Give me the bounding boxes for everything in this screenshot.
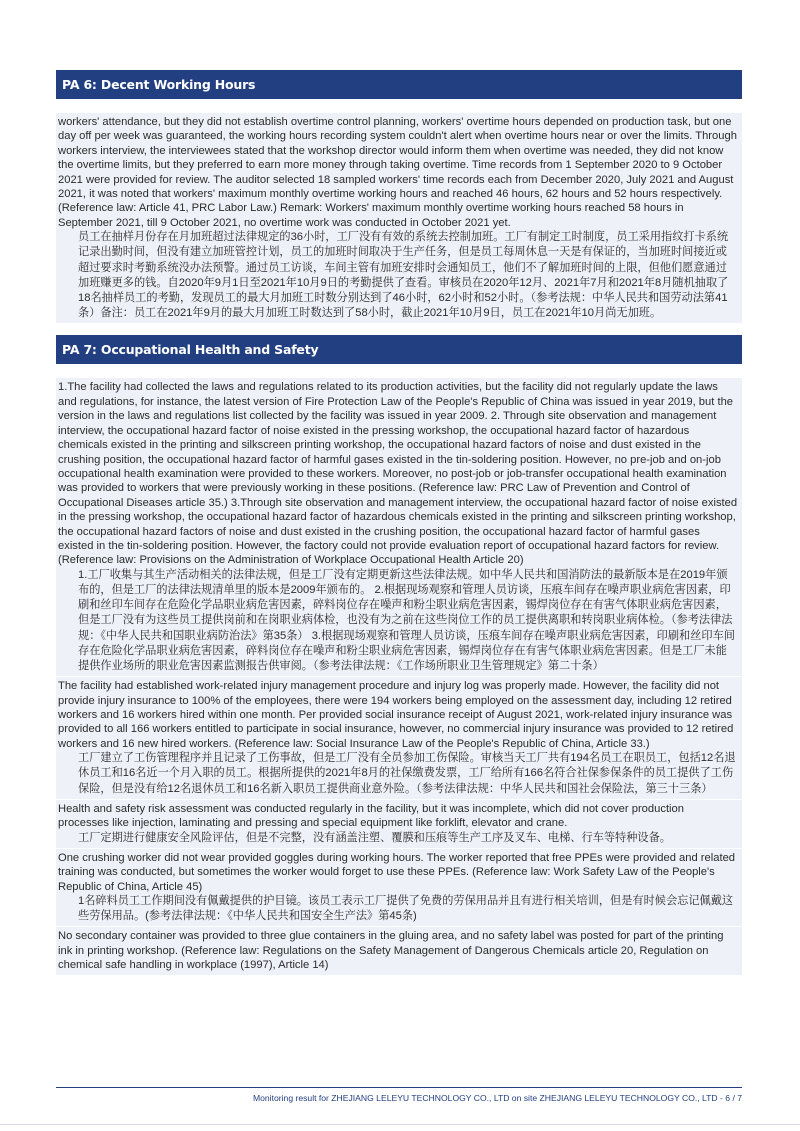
finding-text-en: One crushing worker did not wear provided goggles during working hours. The worker reported that free PPEs were provided and related training was conducted, but sometimes the worker would forget to use these PPEs. (Reference law: Work Safety Law of the People's Republic of China, Article 45): [58, 851, 736, 893]
finding-pa7-5: [56, 927, 742, 974]
finding-text-en: Health and safety risk assessment was conducted regularly in the facility, but it was incomplete, which did not cover production processes like injection, laminating and pressing and special equipment like forklift, elevator and crane.: [58, 802, 684, 830]
finding-text-zh: 工厂建立了工伤管理程序并且记录了工伤事故，但是工厂没有全员参加工伤保险。审核当天工厂共有194名员工在职员工，包括12名退休员工和16名近一个月入职的员工。根据所提供的2021年8月的社保缴费发票，工厂给所有166名符合社保参保条件的员工提供了工伤保险，但是没有给12名退休员工和16名新入职员工提供商业意外险。（参考法律法规：中华人民共和国社会保险法，第三十三条）: [78, 752, 736, 795]
finding-text-zh: 1名碎料员工工作期间没有佩戴提供的护目镜。该员工表示工厂提供了免费的劳保用品并且有进行相关培训，但是有时候会忘记佩戴这些劳保用品。(参考法律法规：《中华人民共和国安全生产法》第45条): [78, 895, 734, 923]
finding-text-en: The facility had established work-related injury management procedure and injury log was properly made. However, the facility did not provide injury insurance to 100% of the employees, there were 194 workers being employed on the assessment day, including 12 retired workers and 16 workers hired within one month. Per provided social insurance receipt of August 2021, work-related injury insurance was provided to all 166 workers entitled to participate in social insurance, however, no commercial injury insurance was provided to 12 retired workers and 16 new hired workers. (Reference law: Social Insurance Law of the People's Republic of China, Article 33.): [58, 680, 734, 750]
finding-text-zh: 工厂定期进行健康安全风险评估，但是不完整，没有涵盖注塑、覆膜和压痕等生产工序及叉车、电梯、行车等特种设备。: [78, 831, 671, 844]
report-page: [56, 70, 742, 975]
section-header-pa6: PA 6: Decent Working Hours: [56, 70, 742, 99]
finding-pa7-1: [56, 378, 742, 676]
finding-pa7-3: [56, 800, 742, 848]
finding-text-en: 1.The facility had collected the laws and regulations related to its production activities, but the facility did not regularly update the laws and regulations, for instance, the latest version of Fire Protection Law of the People's Republic of China was issued in year 2019, but the version in the laws and regulations list collected by the facility was issued in year 2009. 2. Through site observation and management interview, the occupational hazard factor of noise existed in the pressing workshop, the occupational hazard factor of hazardous chemicals existed in the printing and silkscreen printing workshop, the occupational hazard factors of noise and dust existed in the crushing position, the occupational hazard factor of harmful gases existed in the tin-soldering position. However, no pre-job and on-job occupational health examination were provided to these workers. Moreover, no post-job or job-transfer occupational health examination was provided to workers that were previously working in these positions. (Reference law: PRC Law of Prevention and Control of Occupational Diseases article 35.) 3.Through site observation and management interview, the occupational hazard factor of noise existed in the pressing workshop, the occupational hazard factor of hazardous chemicals existed in the printing and silkscreen printing workshop, the occupational hazard factors of noise and dust existed in the crushing position, the occupational hazard factor of harmful gases existed in the tin-soldering position. However, the factory could not provide evaluation report of occupational hazard factors for review. (Reference law: Provisions on the Administration of Workplace Occupational Health Article 20): [58, 381, 738, 567]
finding-pa6: [56, 113, 742, 323]
page-edge-divider: [0, 1124, 800, 1125]
footer-divider: [56, 1087, 742, 1088]
page-footer: Monitoring result for ZHEJIANG LELEYU TECHNOLOGY CO., LTD on site ZHEJIANG LELEYU TECHNOLOGY CO., LTD - 6 / 7: [252, 1093, 742, 1103]
finding-pa7-2: [56, 677, 742, 799]
finding-text-en: workers' attendance, but they did not establish overtime control planning, workers' overtime hours depended on production task, but one day off per week was guaranteed, the working hours recording system couldn't alert when overtime hours near or over the limits. Through workers interview, the interviewees stated that the workshop director would inform them when overtime was needed, they did not know the overtime limits, but they preferred to earn more money through taking overtime. Time records from 1 September 2020 to 9 October 2021 were provided for review. The auditor selected 18 sampled workers' time records each from December 2020, July 2021 and August 2021, it was noted that workers' maximum monthly overtime working hours and reached 46 hours, 62 hours and 52 hours respectively. (Reference law: Article 41, PRC Labor Law.) Remark: Workers' maximum monthly overtime working hours reached 58 hours in September 2021, till 9 October 2021, no overtime work was conducted in October 2021 yet.: [58, 116, 737, 229]
section-header-pa7: PA 7: Occupational Health and Safety: [56, 335, 742, 364]
finding-text-zh: 员工在抽样月份存在月加班超过法律规定的36小时，工厂没有有效的系统去控制加班。工厂有制定工时制度，员工采用指纹打卡系统记录出勤时间，但没有建立加班管控计划，员工的加班时间取决于生产任务，但是员工每周休息一天是有保证的，当加班时间接近或超过要求时考勤系统没办法预警。通过员工访谈，车间主管有加班安排时会通知员工，他们不了解加班时间的上限，但他们愿意通过加班赚更多的钱。自2020年9月1日至2021年10月9日的考勤提供了查看。审核员在2020年12月、2021年7月和2021年8月随机抽取了18名抽样员工的考勤，发现员工的最大月加班工时数分别达到了46小时，62小时和52小时。（参考法规：中华人民共和国劳动法第41条）备注：员工在2021年9月的最大月加班工时数达到了58小时，截止2021年10月9日，员工在2021年10月尚无加班。: [78, 231, 729, 320]
finding-text-zh: 1.工厂收集与其生产活动相关的法律法规，但是工厂没有定期更新这些法律法规。如中华人民共和国消防法的最新版本是在2019年颁布的，但是工厂的法律法规清单里的版本是2009年颁布的。 2.根据现场观察和管理人员访谈，压痕车间存在噪声职业病危害因素，印刷和丝印车间存在危险化学品职业病危害因素，碎料岗位存在噪声和粉尘职业病危害因素，锡焊岗位存在有害气体职业病危害因素，但是工厂没有为这些员工提供岗前和在岗职业病体检，也没有为之前在这些岗位工作的员工提供离职和转岗职业病体检。（参考法律法规：《中华人民共和国职业病防治法》第35条） 3.根据现场观察和管理人员访谈，压痕车间存在噪声职业病危害因素，印刷和丝印车间存在危险化学品职业病危害因素，碎料岗位存在噪声和粉尘职业病危害因素，锡焊岗位存在有害气体职业病危害因素。但是工厂未能提供作业场所的职业危害因素监测报告供审阅。（参考法律法规：《工作场所职业卫生管理规定》第二十条）: [78, 568, 735, 672]
finding-pa7-4: [56, 849, 742, 927]
finding-text-en: No secondary container was provided to three glue containers in the gluing area, and no safety label was posted for part of the printing ink in printing workshop. (Reference law: Regulations on the Safety Management of Dangerous Chemicals article 20, Regulation on chemical safe handling in workplace (1997), Article 14): [58, 930, 724, 972]
